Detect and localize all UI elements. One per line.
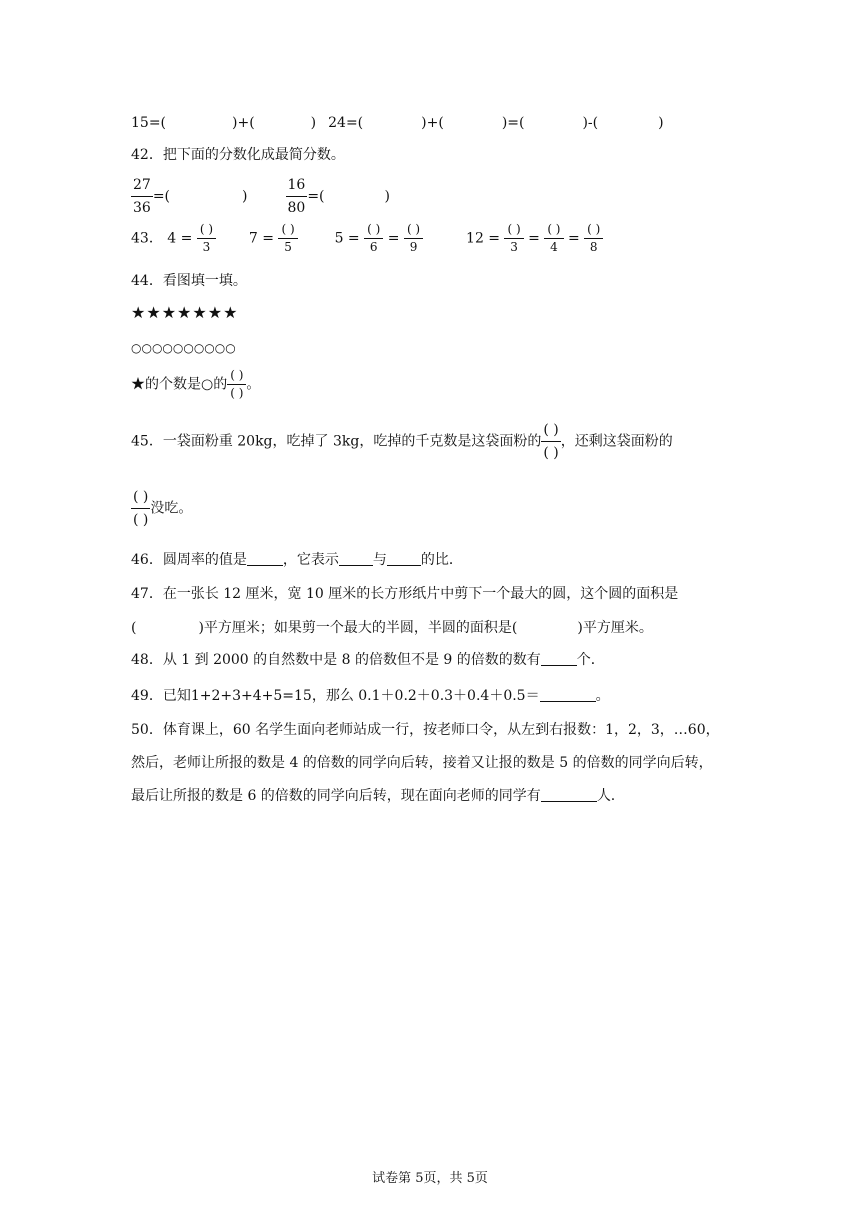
q45-text-b: ，还剩这袋面粉的 <box>560 433 673 450</box>
q48-blank <box>541 651 577 666</box>
q46-blank-2 <box>339 551 373 566</box>
q41-eq-b-p2: )=( <box>501 115 525 131</box>
q41-eq-a-mid: )+( <box>232 115 255 131</box>
q43-e4-eq-1: = <box>528 230 540 247</box>
q50-line-1: 50．体育课上，60 名学生面向老师站成一行，按老师口令，从左到右报数：1，2，3，…60， <box>131 722 720 738</box>
q43-e3-eq: = <box>387 230 400 247</box>
q45-fraction-1: $\frac{( )}{( )}$ <box>543 422 559 461</box>
q43-e2-whole: 7 = <box>248 230 275 247</box>
q42-f2-eq: =( <box>307 188 325 205</box>
q44-text: 44．看图填一填。 <box>131 273 247 289</box>
q42-f2-end: ) <box>384 188 390 205</box>
q43-e3-whole: 5 = <box>334 230 360 247</box>
q50-text-b: 人. <box>596 788 616 804</box>
q43-label: 43． <box>131 230 163 247</box>
q43-e3-fraction-2: $\frac{( )}{9}$ <box>404 222 423 255</box>
q42-f1-end: ) <box>242 188 248 205</box>
q41-eq-a-end: ) <box>310 115 317 131</box>
q43-e4-fraction-1: $\frac{( )}{3}$ <box>504 222 523 255</box>
q44-answer <box>131 368 260 401</box>
q43-equations <box>131 222 603 255</box>
q43-e1-fraction: $\frac{( )}{3}$ <box>197 222 216 255</box>
q47-open: ( <box>131 620 137 636</box>
q43-e4-whole: 12 = <box>466 230 501 247</box>
q46-blank-1 <box>247 551 283 566</box>
q43-e3-fraction-1: $\frac{( )}{6}$ <box>364 222 383 255</box>
q42-fraction-2: $\frac{16}{80}$ <box>287 177 306 216</box>
q41-eq-b-lead: 24=( <box>328 115 364 131</box>
page-footer: 试卷第 5页，共 5页 <box>372 1171 488 1186</box>
q50-line-3 <box>131 786 615 806</box>
q49-text-b: 。 <box>595 688 610 704</box>
q44-answer-lead: ★的个数是○的 <box>131 376 228 393</box>
q45-text-a: 45．一袋面粉重 20kg，吃掉了 3kg，吃掉的千克数是这袋面粉的 <box>131 433 542 450</box>
q49-blank <box>540 687 596 702</box>
q45-text-c: 没吃。 <box>150 500 193 517</box>
q50-line-2: 然后，老师让所报的数是 4 的倍数的同学向后转，接着又让报的数是 5 的倍数的同学向后转， <box>131 755 713 771</box>
q47-mid: )平方厘米；如果剪一个最大的半圆，半圆的面积是( <box>198 620 518 636</box>
q48-text-a: 48．从 1 到 2000 的自然数中是 8 的倍数但不是 9 的倍数的数有 <box>131 652 541 668</box>
q45-fraction-2: $\frac{( )}{( )}$ <box>133 489 149 528</box>
q50-text-a: 最后让所报的数是 6 的倍数的同学向后转，现在面向老师的同学有 <box>131 788 541 804</box>
q41-eq-b-p3: )-( <box>582 115 599 131</box>
q46-text-b: ，它表示 <box>282 552 339 568</box>
q44-answer-fraction: $\frac{( )}{( )}$ <box>227 368 246 401</box>
q44-answer-end: 。 <box>246 376 261 393</box>
q43-e2-fraction: $\frac{( )}{5}$ <box>278 222 297 255</box>
q46-text-d: 的比． <box>420 552 463 568</box>
q48-text-b: 个． <box>576 652 605 668</box>
q49-text-a: 49．已知1+2+3+4+5=15，那么 0.1＋0.2＋0.3＋0.4＋0.5＝ <box>131 688 540 704</box>
q47-end: )平方厘米。 <box>577 620 653 636</box>
q42-fraction-1: $\frac{27}{36}$ <box>133 177 151 216</box>
q43-e4-fraction-3: $\frac{( )}{8}$ <box>584 222 603 255</box>
q42-fractions <box>131 175 390 218</box>
q46-blank-3 <box>387 551 421 566</box>
q41-equations <box>131 113 664 133</box>
q46-line <box>131 550 463 570</box>
q50-blank <box>541 787 597 802</box>
q42-f1-eq: =( <box>152 188 171 205</box>
q48-line <box>131 650 605 670</box>
q41-eq-a-lead: 15=( <box>131 115 167 131</box>
q43-e4-eq-2: = <box>567 230 580 247</box>
q45-line-2 <box>131 487 192 530</box>
q45-line-1 <box>131 420 673 463</box>
q42-text: 42．把下面的分数化成最简分数。 <box>131 147 345 163</box>
q46-text-c: 与 <box>372 552 387 568</box>
q47-line-2 <box>131 618 653 638</box>
q46-text-a: 46．圆周率的值是 <box>131 552 247 568</box>
q47-line-1: 47．在一张长 12 厘米，宽 10 厘米的长方形纸片中剪下一个最大的圆，这个圆的面积是 <box>131 586 679 602</box>
q44-circles: ○○○○○○○○○○ <box>131 341 236 355</box>
q43-e1-whole: 4 = <box>167 230 193 247</box>
q49-line <box>131 686 610 706</box>
q41-eq-b-end: ) <box>658 115 664 131</box>
q41-eq-b-p1: )+( <box>421 115 444 131</box>
q44-stars: ★★★★★★★ <box>131 303 239 322</box>
q43-e4-fraction-2: $\frac{( )}{4}$ <box>544 222 563 255</box>
